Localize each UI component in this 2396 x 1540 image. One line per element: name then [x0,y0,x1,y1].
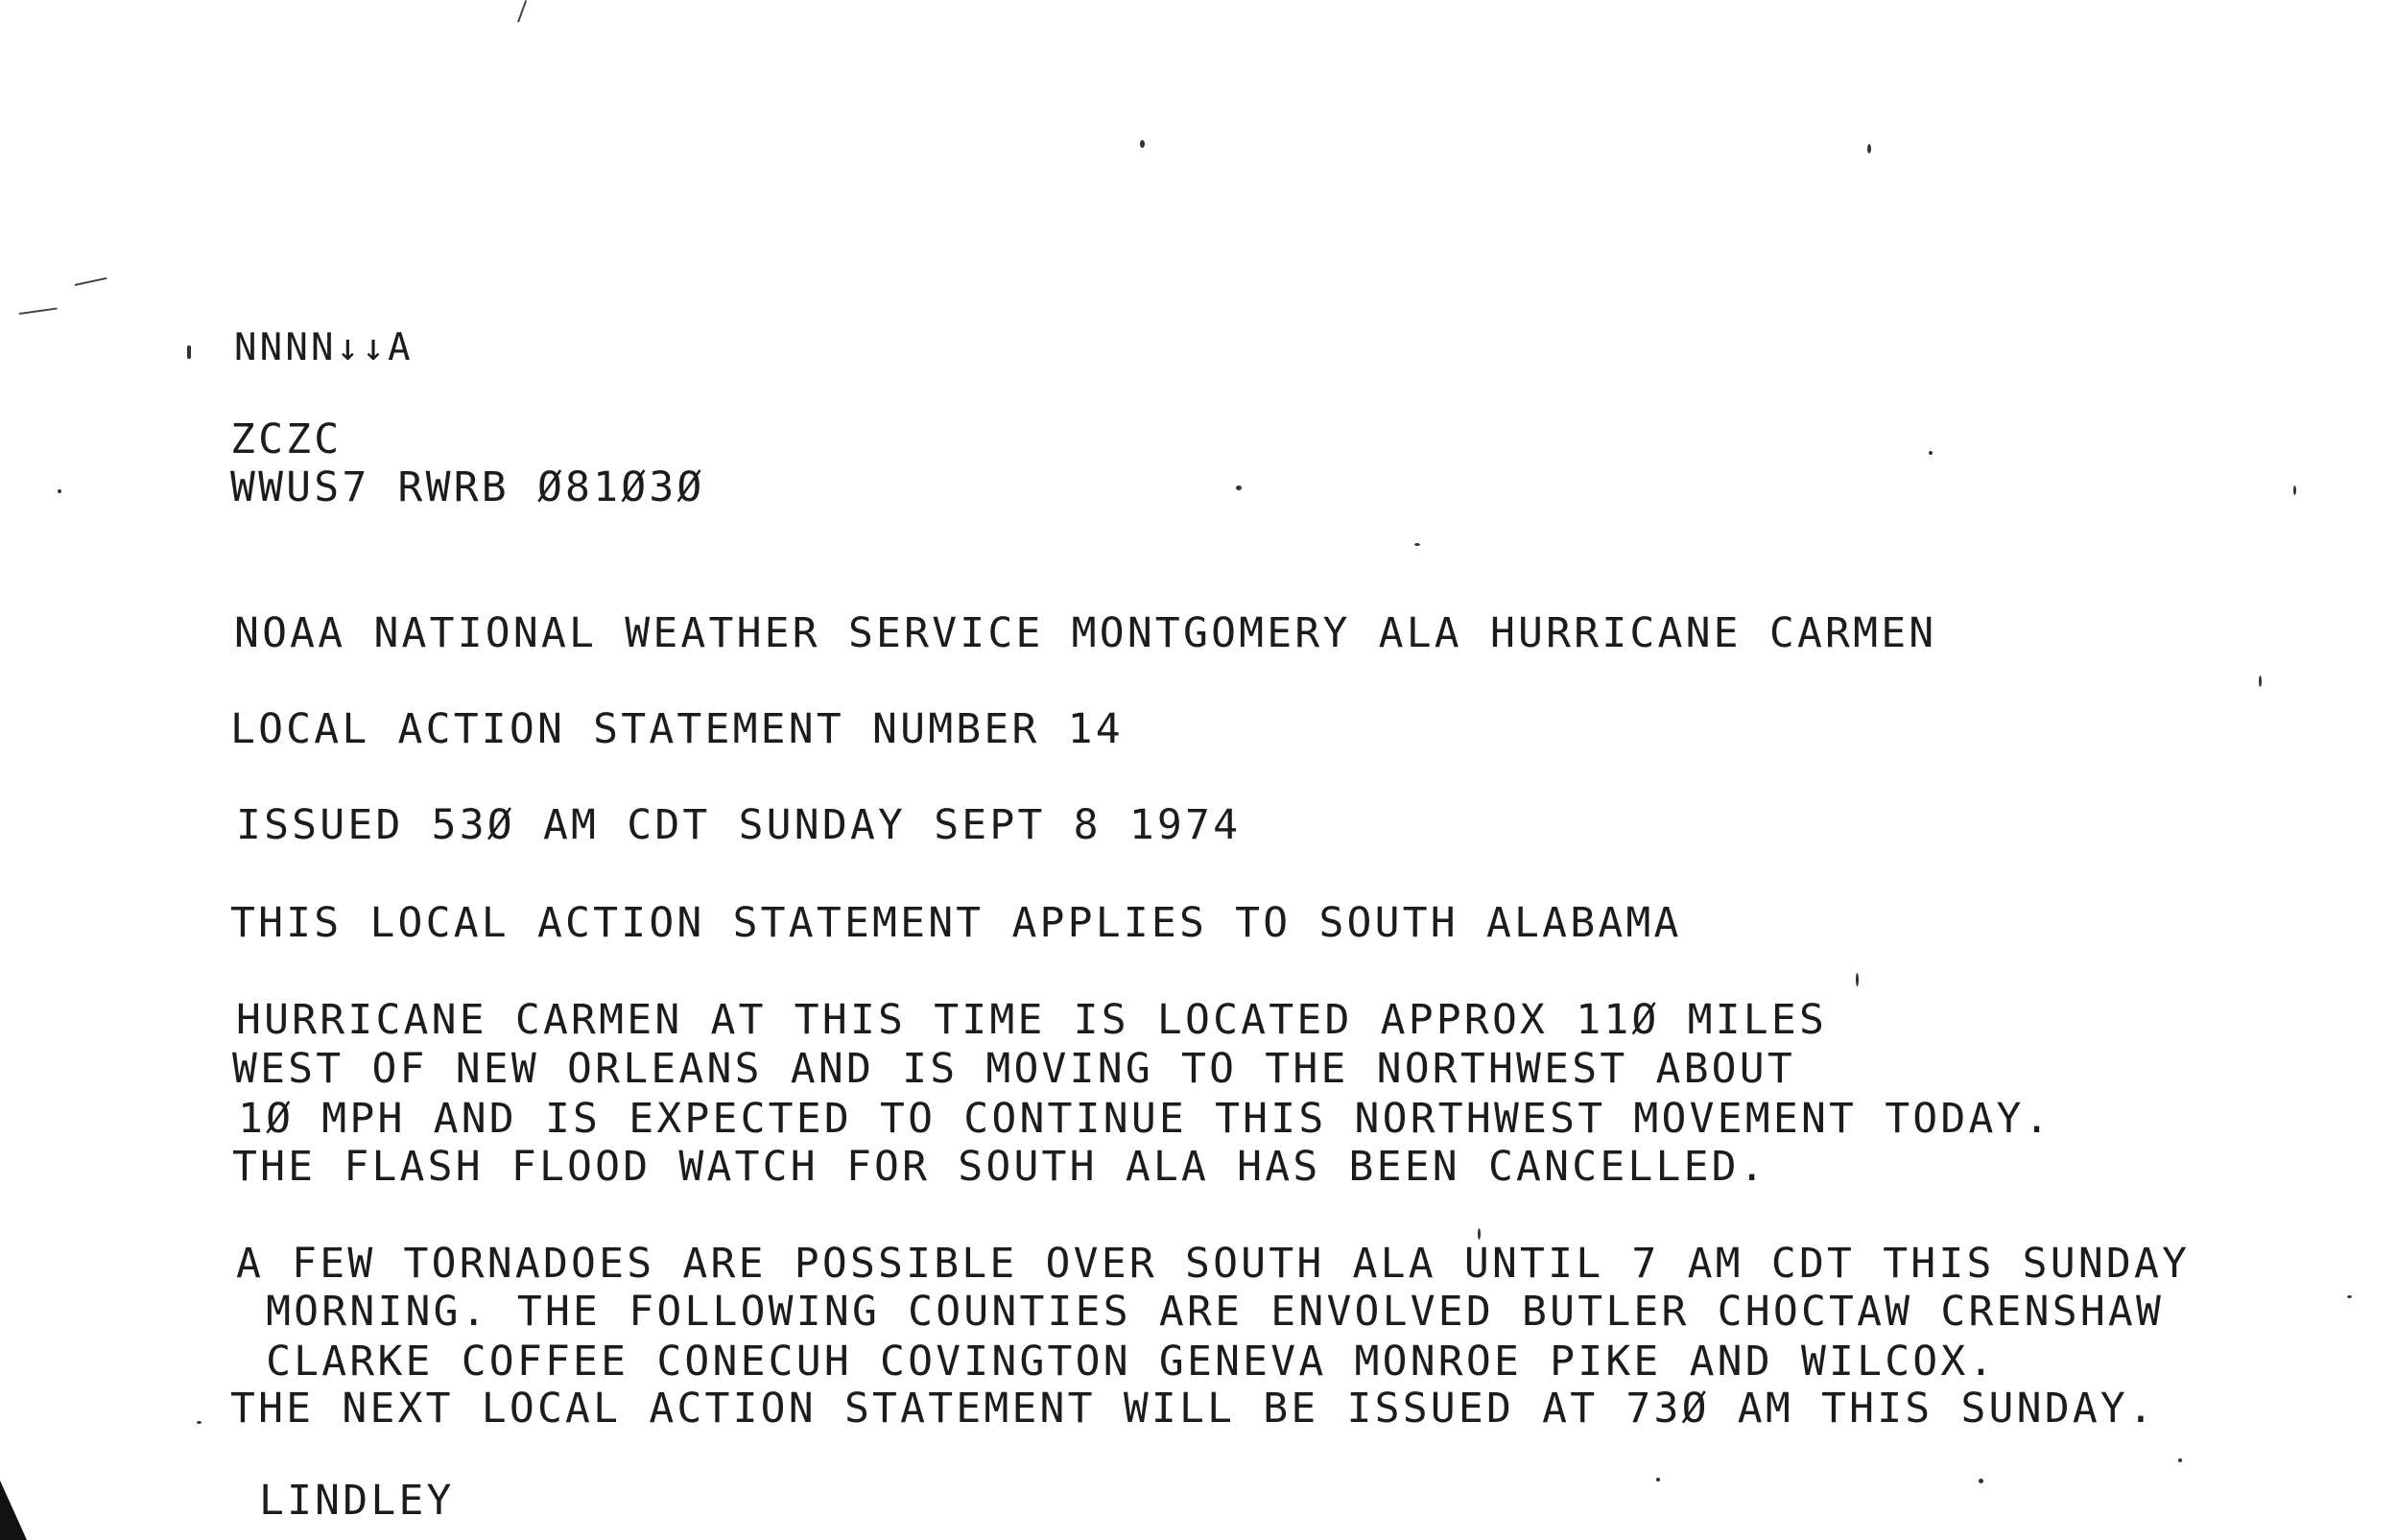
issued-line: ISSUED 53Ø AM CDT SUNDAY SEPT 8 1974 [236,801,1242,849]
zczc-line: ZCZC [230,415,343,463]
scan-speck [1236,486,1242,490]
scan-stroke [19,307,58,315]
scan-speck [1856,973,1859,986]
paragraph2-line: A FEW TORNADOES ARE POSSIBLE OVER SOUTH ALA UNTIL 7 AM CDT THIS SUNDAY [236,1240,2191,1288]
title-line: NOAA NATIONAL WEATHER SERVICE MONTGOMERY ALA HURRICANE CARMEN [234,609,1937,657]
scan-speck [1867,144,1871,154]
scan-stroke [75,277,107,286]
paragraph1-line: WEST OF NEW ORLEANS AND IS MOVING TO THE NORTHWEST ABOUT [232,1045,1795,1093]
routing-line: WWUS7 RWRB Ø81Ø3Ø [230,463,705,511]
scan-speck [187,345,191,359]
scan-speck [2259,675,2262,687]
scan-speck [58,489,61,493]
scan-speck [2347,1295,2352,1298]
applies-line: THIS LOCAL ACTION STATEMENT APPLIES TO SOUTH ALABAMA [230,899,1682,947]
paragraph2-line: THE NEXT LOCAL ACTION STATEMENT WILL BE ISSUED AT 73Ø AM THIS SUNDAY. [230,1385,2157,1433]
scan-speck [1656,1478,1660,1481]
paragraph1-line: 1Ø MPH AND IS EXPECTED TO CONTINUE THIS NORTHWEST MOVEMENT TODAY. [238,1095,2052,1143]
signature: LINDLEY [259,1477,455,1525]
scan-speck [1929,451,1933,455]
scan-speck [1979,1479,1983,1483]
start-marker: NNNN↓↓A [234,326,414,369]
scan-speck [2178,1458,2182,1462]
scan-speck [197,1421,202,1424]
scan-speck [1140,140,1145,148]
scan-edge-mark [0,1481,27,1540]
paragraph2-line: MORNING. THE FOLLOWING COUNTIES ARE ENVOLVED BUTLER CHOCTAW CRENSHAW [238,1288,2165,1336]
paragraph2-line: CLARKE COFFEE CONECUH COVINGTON GENEVA MONROE PIKE AND WILCOX. [238,1338,1997,1386]
paragraph1-line: HURRICANE CARMEN AT THIS TIME IS LOCATED APPROX 11Ø MILES [236,996,1828,1044]
statement-number-line: LOCAL ACTION STATEMENT NUMBER 14 [230,705,1124,753]
scan-stroke [517,0,527,22]
paragraph1-line: THE FLASH FLOOD WATCH FOR SOUTH ALA HAS BEEN CANCELLED. [232,1143,1767,1191]
scan-speck [1478,1228,1481,1240]
scan-speck [1414,543,1420,546]
scan-speck [2293,486,2296,495]
